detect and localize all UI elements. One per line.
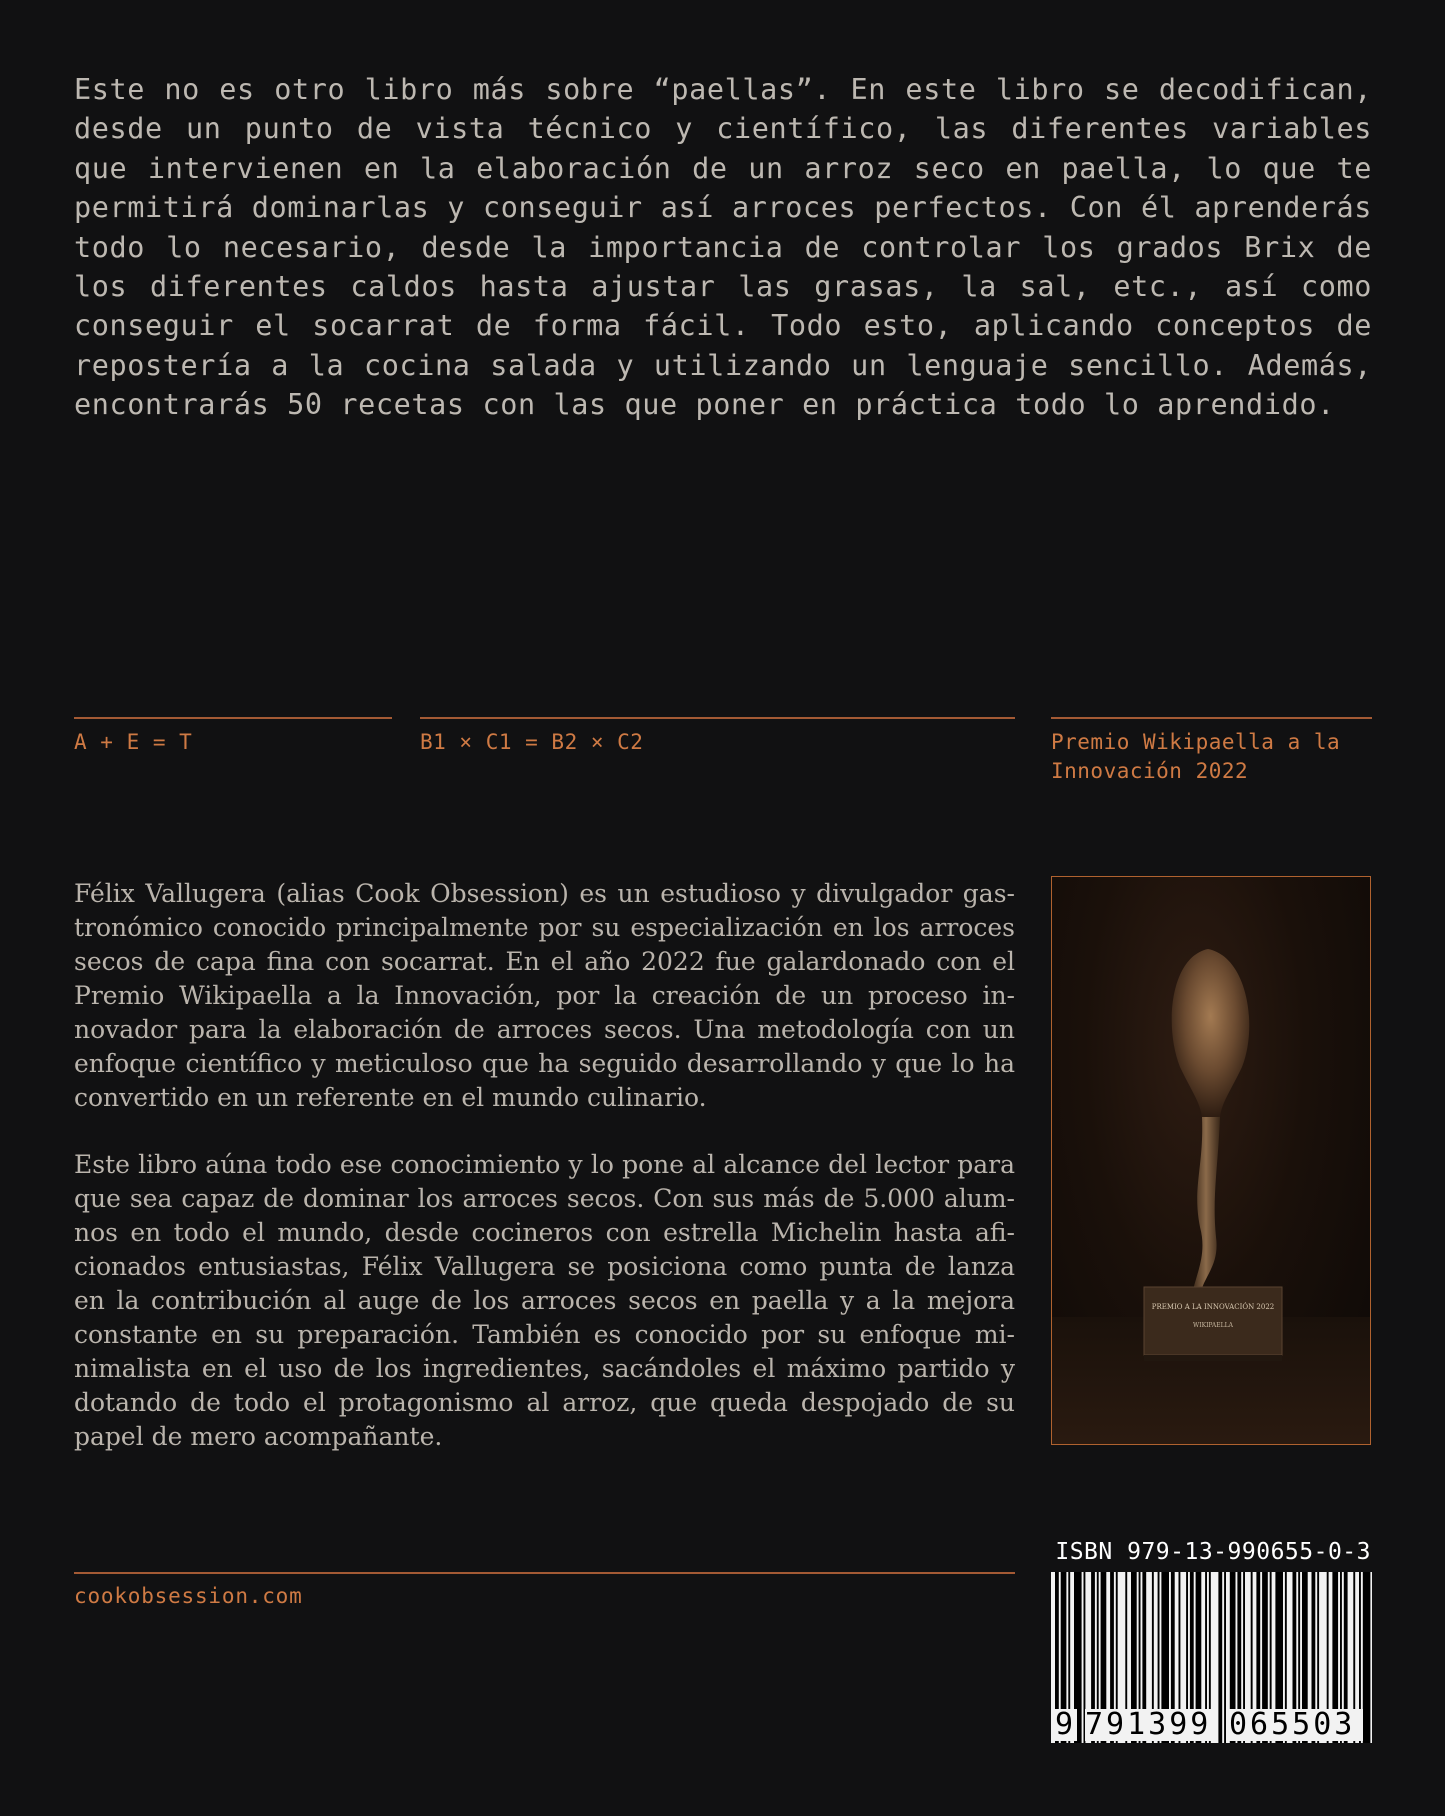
plaque-line-2: WIKIPAELLA [1193,1322,1233,1329]
barcode-digits-left: 791399 [1085,1709,1217,1741]
award-photo [1051,876,1371,1445]
rule-award [1051,717,1372,719]
barcode-digits-right: 065503 [1229,1709,1363,1741]
award-label: Premio Wikipaella a la Innovación 2022 [1051,730,1341,783]
formula-1-label: A + E = T [74,730,193,754]
formula-2-label: B1 × C1 = B2 × C2 [420,730,644,754]
intro-paragraph: Este no es otro libro más sobre “paellas”. En este libro se decodifican, desde un punto de vista técnico y científico, las diferentes variables que intervienen en la elaboración de un arroz seco en paella, lo que te permitirá dominarlas y conseguir así arroces perfectos. Con él aprenderás todo lo necesario, desde la importancia de controlar los grados Brix de los diferentes caldos hasta ajustar las grasas, la sal, etc., así como conseguir el socarrat de forma fácil. Todo esto, aplicando conceptos de repostería a la cocina salada y utilizando un lenguaje sencillo. Además, encontrarás 50 recetas con las que poner en práctica todo lo aprendido. [74,73,1372,422]
bio-paragraph-1: Félix Vallugera (alias Cook Obsession) es un estudioso y divulgador gastronómico conocido principalmente por su especialización en los arroces secos de capa fina con socarrat. En el año 2022 fue galardonado con el Premio Wikipaella a la Innovación, por la creación de un proceso innovador para la elaboración de arroces secos. Una metodología con un enfoque científico y meticuloso que ha seguido desarrollando y que lo ha convertido en un referente en el mundo culinario. [74,879,1015,1112]
rule-formula-1 [74,717,392,719]
plaque-line-1: PREMIO A LA INNOVACIÓN 2022 [1151,1303,1275,1311]
barcode-digits [1051,1709,1372,1741]
website-link[interactable]: cookobsession.com [74,1584,303,1608]
isbn-label: ISBN 979-13-990655-0-3 [1055,1539,1371,1565]
spoon-trophy-illustration [1052,877,1371,1445]
rule-website [74,1572,1015,1574]
bio-paragraph-2: Este libro aúna todo ese conocimiento y lo pone al alcance del lector para que sea capaz de dominar los arroces secos. Con sus más de 5.000 alumnos en todo el mundo, desde cocineros con estrella Michelin hasta aficionados entusiastas, Félix Vallugera se posiciona como punta de lanza en la contribución al auge de los arroces secos en paella y a la mejora constante en su preparación. También es conocido por su enfoque minimalista en el uso de los ingredientes, sacándoles el máximo partido y dotando de todo el protagonismo al arroz, que queda despojado de su papel de mero acompañante. [74,1150,1015,1451]
rule-formula-2 [420,717,1015,719]
isbn-barcode [1051,1572,1372,1743]
barcode-digit-lead: 9 [1051,1709,1077,1741]
